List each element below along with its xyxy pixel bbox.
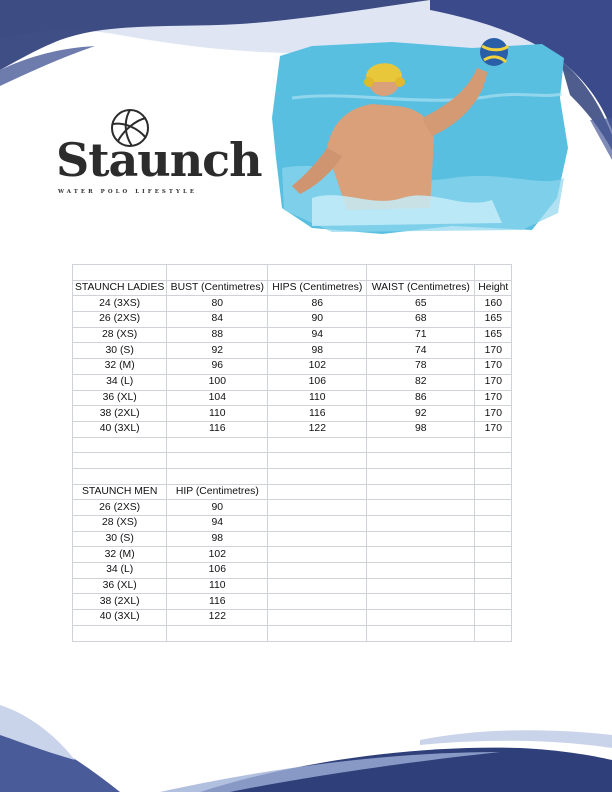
table-cell: 122 <box>268 421 367 437</box>
ladies-size-row <box>73 359 512 375</box>
table-cell: STAUNCH LADIES <box>73 280 167 296</box>
size-chart-table <box>72 264 512 642</box>
empty-row <box>73 625 512 641</box>
ladies-size-row <box>73 374 512 390</box>
table-cell: 86 <box>268 296 367 312</box>
table-cell: 98 <box>268 343 367 359</box>
men-size-row <box>73 594 512 610</box>
table-cell: 28 (XS) <box>73 516 167 532</box>
empty-cell <box>268 484 367 500</box>
empty-cell <box>167 437 268 453</box>
empty-cell <box>475 453 512 469</box>
table-cell: 32 (M) <box>73 359 167 375</box>
table-cell: 110 <box>167 406 268 422</box>
table-cell: HIPS (Centimetres) <box>268 280 367 296</box>
men-size-row <box>73 531 512 547</box>
empty-cell <box>367 265 475 281</box>
empty-cell <box>73 625 167 641</box>
table-cell: 30 (S) <box>73 531 167 547</box>
ladies-size-row <box>73 296 512 312</box>
empty-cell <box>475 437 512 453</box>
empty-cell <box>268 500 367 516</box>
empty-row <box>73 453 512 469</box>
table-cell: 104 <box>167 390 268 406</box>
empty-cell <box>367 531 475 547</box>
brand-tagline: WATER POLO LIFESTYLE <box>58 189 198 195</box>
table-cell: 40 (3XL) <box>73 610 167 626</box>
men-size-row <box>73 500 512 516</box>
ladies-size-row <box>73 343 512 359</box>
table-cell: 26 (2XS) <box>73 500 167 516</box>
empty-cell <box>167 453 268 469</box>
table-cell: 98 <box>367 421 475 437</box>
men-header-row <box>73 484 512 500</box>
empty-cell <box>268 468 367 484</box>
men-size-row <box>73 563 512 579</box>
table-cell: 78 <box>367 359 475 375</box>
men-size-row <box>73 516 512 532</box>
empty-cell <box>475 578 512 594</box>
table-cell: 116 <box>167 421 268 437</box>
table-cell: 36 (XL) <box>73 578 167 594</box>
empty-cell <box>475 625 512 641</box>
empty-cell <box>268 594 367 610</box>
table-cell: 36 (XL) <box>73 390 167 406</box>
empty-cell <box>475 484 512 500</box>
table-cell: 65 <box>367 296 475 312</box>
empty-row <box>73 265 512 281</box>
table-cell: 165 <box>475 312 512 328</box>
table-cell: 90 <box>167 500 268 516</box>
table-cell: 170 <box>475 421 512 437</box>
table-cell: WAIST (Centimetres) <box>367 280 475 296</box>
empty-cell <box>475 610 512 626</box>
table-cell: STAUNCH MEN <box>73 484 167 500</box>
table-cell: 28 (XS) <box>73 327 167 343</box>
empty-cell <box>268 563 367 579</box>
brand-name: Staunch <box>56 133 262 187</box>
table-cell: 80 <box>167 296 268 312</box>
empty-cell <box>475 531 512 547</box>
empty-cell <box>475 594 512 610</box>
empty-cell <box>367 516 475 532</box>
ladies-size-row <box>73 390 512 406</box>
empty-cell <box>268 453 367 469</box>
empty-cell <box>268 625 367 641</box>
table-cell: 110 <box>268 390 367 406</box>
table-cell: 84 <box>167 312 268 328</box>
table-cell: 170 <box>475 390 512 406</box>
ladies-size-row <box>73 327 512 343</box>
table-cell: 82 <box>367 374 475 390</box>
empty-cell <box>268 516 367 532</box>
empty-cell <box>73 468 167 484</box>
table-cell: 38 (2XL) <box>73 594 167 610</box>
table-cell: 106 <box>268 374 367 390</box>
empty-cell <box>475 468 512 484</box>
table-cell: 122 <box>167 610 268 626</box>
ladies-size-row <box>73 421 512 437</box>
empty-cell <box>367 468 475 484</box>
empty-cell <box>367 578 475 594</box>
table-cell: 98 <box>167 531 268 547</box>
ladies-size-row <box>73 312 512 328</box>
table-cell: 71 <box>367 327 475 343</box>
table-cell: 170 <box>475 359 512 375</box>
empty-cell <box>268 437 367 453</box>
table-cell: 110 <box>167 578 268 594</box>
table-cell: 92 <box>367 406 475 422</box>
empty-cell <box>268 610 367 626</box>
table-cell: 26 (2XS) <box>73 312 167 328</box>
table-cell: 34 (L) <box>73 374 167 390</box>
empty-cell <box>73 265 167 281</box>
table-cell: 32 (M) <box>73 547 167 563</box>
empty-cell <box>367 547 475 563</box>
empty-row <box>73 437 512 453</box>
men-size-row <box>73 578 512 594</box>
table-cell: 74 <box>367 343 475 359</box>
table-cell: 102 <box>268 359 367 375</box>
empty-cell <box>73 437 167 453</box>
table-cell: 170 <box>475 406 512 422</box>
table-cell: 94 <box>268 327 367 343</box>
men-size-row <box>73 610 512 626</box>
empty-cell <box>475 265 512 281</box>
empty-cell <box>268 547 367 563</box>
empty-cell <box>367 484 475 500</box>
empty-cell <box>167 265 268 281</box>
table-cell: HIP (Centimetres) <box>167 484 268 500</box>
empty-cell <box>367 453 475 469</box>
table-cell: BUST (Centimetres) <box>167 280 268 296</box>
table-cell: 96 <box>167 359 268 375</box>
table-cell: 106 <box>167 563 268 579</box>
empty-cell <box>475 547 512 563</box>
empty-cell <box>167 625 268 641</box>
table-cell: 30 (S) <box>73 343 167 359</box>
men-size-row <box>73 547 512 563</box>
empty-cell <box>268 531 367 547</box>
empty-cell <box>367 500 475 516</box>
table-cell: 170 <box>475 343 512 359</box>
table-cell: Height <box>475 280 512 296</box>
empty-cell <box>475 500 512 516</box>
empty-cell <box>167 468 268 484</box>
empty-cell <box>475 563 512 579</box>
empty-cell <box>367 625 475 641</box>
table-cell: 68 <box>367 312 475 328</box>
water-polo-player-photo <box>272 38 572 238</box>
table-cell: 94 <box>167 516 268 532</box>
table-cell: 92 <box>167 343 268 359</box>
table-cell: 116 <box>268 406 367 422</box>
table-cell: 102 <box>167 547 268 563</box>
table-cell: 34 (L) <box>73 563 167 579</box>
empty-cell <box>367 563 475 579</box>
table-cell: 165 <box>475 327 512 343</box>
table-cell: 86 <box>367 390 475 406</box>
table-cell: 40 (3XL) <box>73 421 167 437</box>
empty-cell <box>367 610 475 626</box>
ladies-size-row <box>73 406 512 422</box>
empty-cell <box>367 594 475 610</box>
empty-cell <box>268 265 367 281</box>
table-cell: 170 <box>475 374 512 390</box>
ladies-header-row <box>73 280 512 296</box>
table-cell: 90 <box>268 312 367 328</box>
empty-cell <box>73 453 167 469</box>
empty-row <box>73 468 512 484</box>
table-cell: 88 <box>167 327 268 343</box>
table-cell: 100 <box>167 374 268 390</box>
table-cell: 160 <box>475 296 512 312</box>
table-cell: 24 (3XS) <box>73 296 167 312</box>
table-cell: 116 <box>167 594 268 610</box>
empty-cell <box>475 516 512 532</box>
empty-cell <box>268 578 367 594</box>
empty-cell <box>367 437 475 453</box>
table-cell: 38 (2XL) <box>73 406 167 422</box>
